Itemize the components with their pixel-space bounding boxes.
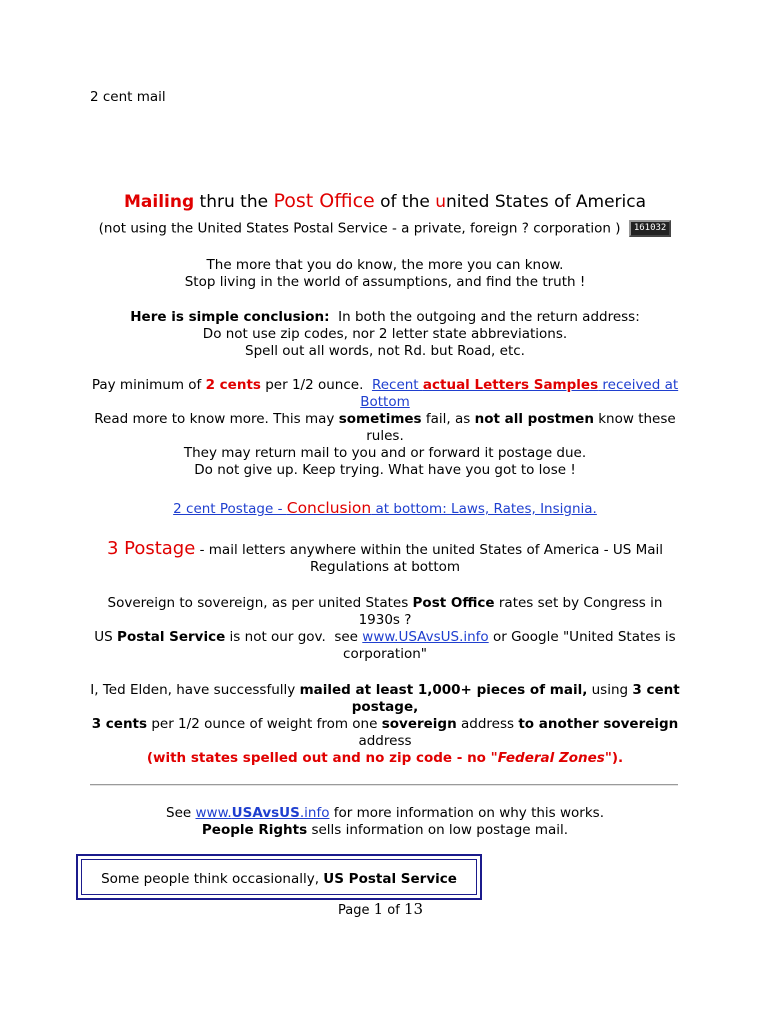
note-postal-service: US Postal Service (323, 871, 457, 887)
page-current: 1 (373, 900, 384, 918)
page-title (90, 190, 680, 213)
header-label: 2 cent mail (90, 89, 166, 105)
link2-post: at bottom: Laws, Rates, Insignia. (371, 501, 597, 517)
ted-mid: using (587, 682, 633, 698)
three-postage-block (90, 540, 680, 576)
sov-postal-service: Postal Service (117, 629, 226, 645)
sov-pre: Sovereign to sovereign, as per united States (107, 595, 413, 611)
subtitle (90, 220, 680, 238)
conclusion-line-3: Spell out all words, not Rd. but Road, etc. (245, 343, 525, 359)
ted-federal-zones: "Federal Zones" (490, 750, 612, 766)
see-block (90, 805, 680, 839)
see-pre: See (166, 805, 196, 821)
see-link-b: USAvsUS (231, 805, 300, 821)
title-nited: nited States of America (446, 192, 647, 212)
link2-conclusion: Conclusion (286, 499, 372, 517)
conclusion-link-line (90, 500, 680, 518)
read-sometimes: sometimes (338, 411, 422, 427)
note-box-inner (81, 859, 477, 895)
intro-block (90, 257, 680, 291)
conclusion-line-1: In both the outgoing and the return address: (329, 309, 640, 325)
ted-mailed: mailed at least 1,000+ pieces of mail, (299, 682, 588, 698)
read-not-all-postmen: not all postmen (474, 411, 594, 427)
page-footer (338, 900, 423, 918)
sov-l2-mid: is not our gov. see (225, 629, 363, 645)
note-box (76, 854, 482, 900)
conclusion-link[interactable] (173, 501, 597, 517)
conclusion-block (90, 309, 680, 360)
see-link-a: www. (195, 805, 232, 821)
sov-post-office: Post Office (412, 595, 495, 611)
read-post: know these rules. (366, 411, 676, 444)
read-mid: fail, as (421, 411, 475, 427)
note-pre: Some people think occasionally, (101, 871, 324, 887)
ted-red-pre: (with states spelled out and no zip code - no (146, 750, 491, 766)
link-post: received at Bottom (360, 377, 679, 410)
intro-line-1: The more that you do know, the more you can know. (206, 257, 564, 273)
sovereign-block (90, 595, 680, 663)
ted-l2-mid2: address (456, 716, 519, 732)
pay-post: per 1/2 ounce. (260, 377, 372, 393)
three-postage-text: - mail letters anywhere within the united States of America - US Mail Regulations at bottom (195, 542, 664, 575)
pay-amount: 2 cents (205, 377, 261, 393)
usavsus-link[interactable]: www.USAvsUS.info (362, 629, 489, 645)
pay-pre: Pay minimum of (91, 377, 206, 393)
read-pre: Read more to know more. This may (94, 411, 339, 427)
title-thru: thru the (194, 192, 274, 212)
divider (90, 784, 678, 786)
pay-block (90, 377, 680, 479)
three-postage-heading: 3 Postage (106, 538, 196, 559)
conclusion-label: Here is simple conclusion: (130, 309, 330, 325)
title-post-office: Post Office (273, 190, 375, 212)
usavsus-info-link[interactable] (195, 805, 329, 821)
ted-l2-post: address (358, 733, 412, 749)
title-u: u (435, 192, 447, 212)
sov-l2-pre: US (94, 629, 118, 645)
people-rights: People Rights (201, 822, 308, 838)
ted-block (90, 682, 680, 767)
sov-l2-post: or Google "United States is corporation" (343, 629, 676, 662)
pay-line-3: They may return mail to you and or forward it postage due. (183, 445, 587, 461)
page-total: 13 (403, 900, 424, 918)
ted-3cents: 3 cents (91, 716, 148, 732)
subtitle-text: (not using the United States Postal Service - a private, foreign ? corporation ) (98, 220, 621, 237)
ted-l2-mid: per 1/2 ounce of weight from one (147, 716, 382, 732)
link-pre: Recent (371, 377, 423, 393)
title-mailing: Mailing (123, 192, 195, 212)
see-post: for more information on why this works. (329, 805, 604, 821)
ted-red-post: ). (611, 750, 624, 766)
see-l2-post: sells information on low postage mail. (307, 822, 569, 838)
hit-counter: 161032 (629, 220, 672, 237)
ted-sovereign: sovereign (381, 716, 457, 732)
conclusion-line-2: Do not use zip codes, nor 2 letter state abbreviations. (202, 326, 568, 342)
see-link-c: .info (299, 805, 330, 821)
link-bold: actual Letters Samples (422, 377, 599, 393)
ted-pre: I, Ted Elden, have successfully (90, 682, 300, 698)
page-label: Page (338, 903, 374, 918)
intro-line-2: Stop living in the world of assumptions, and find the truth ! (184, 274, 586, 290)
page-of: of (383, 903, 404, 918)
sov-post: rates set by Congress in 1930s ? (358, 595, 663, 628)
ted-3cent: 3 cent postage, (351, 682, 680, 715)
link2-pre: 2 cent Postage - (173, 501, 287, 517)
ted-another-sovereign: to another sovereign (518, 716, 679, 732)
title-of-the: of the (374, 192, 436, 212)
letters-samples-link[interactable] (360, 377, 678, 410)
pay-line-4: Do not give up. Keep trying. What have you got to lose ! (194, 462, 576, 478)
